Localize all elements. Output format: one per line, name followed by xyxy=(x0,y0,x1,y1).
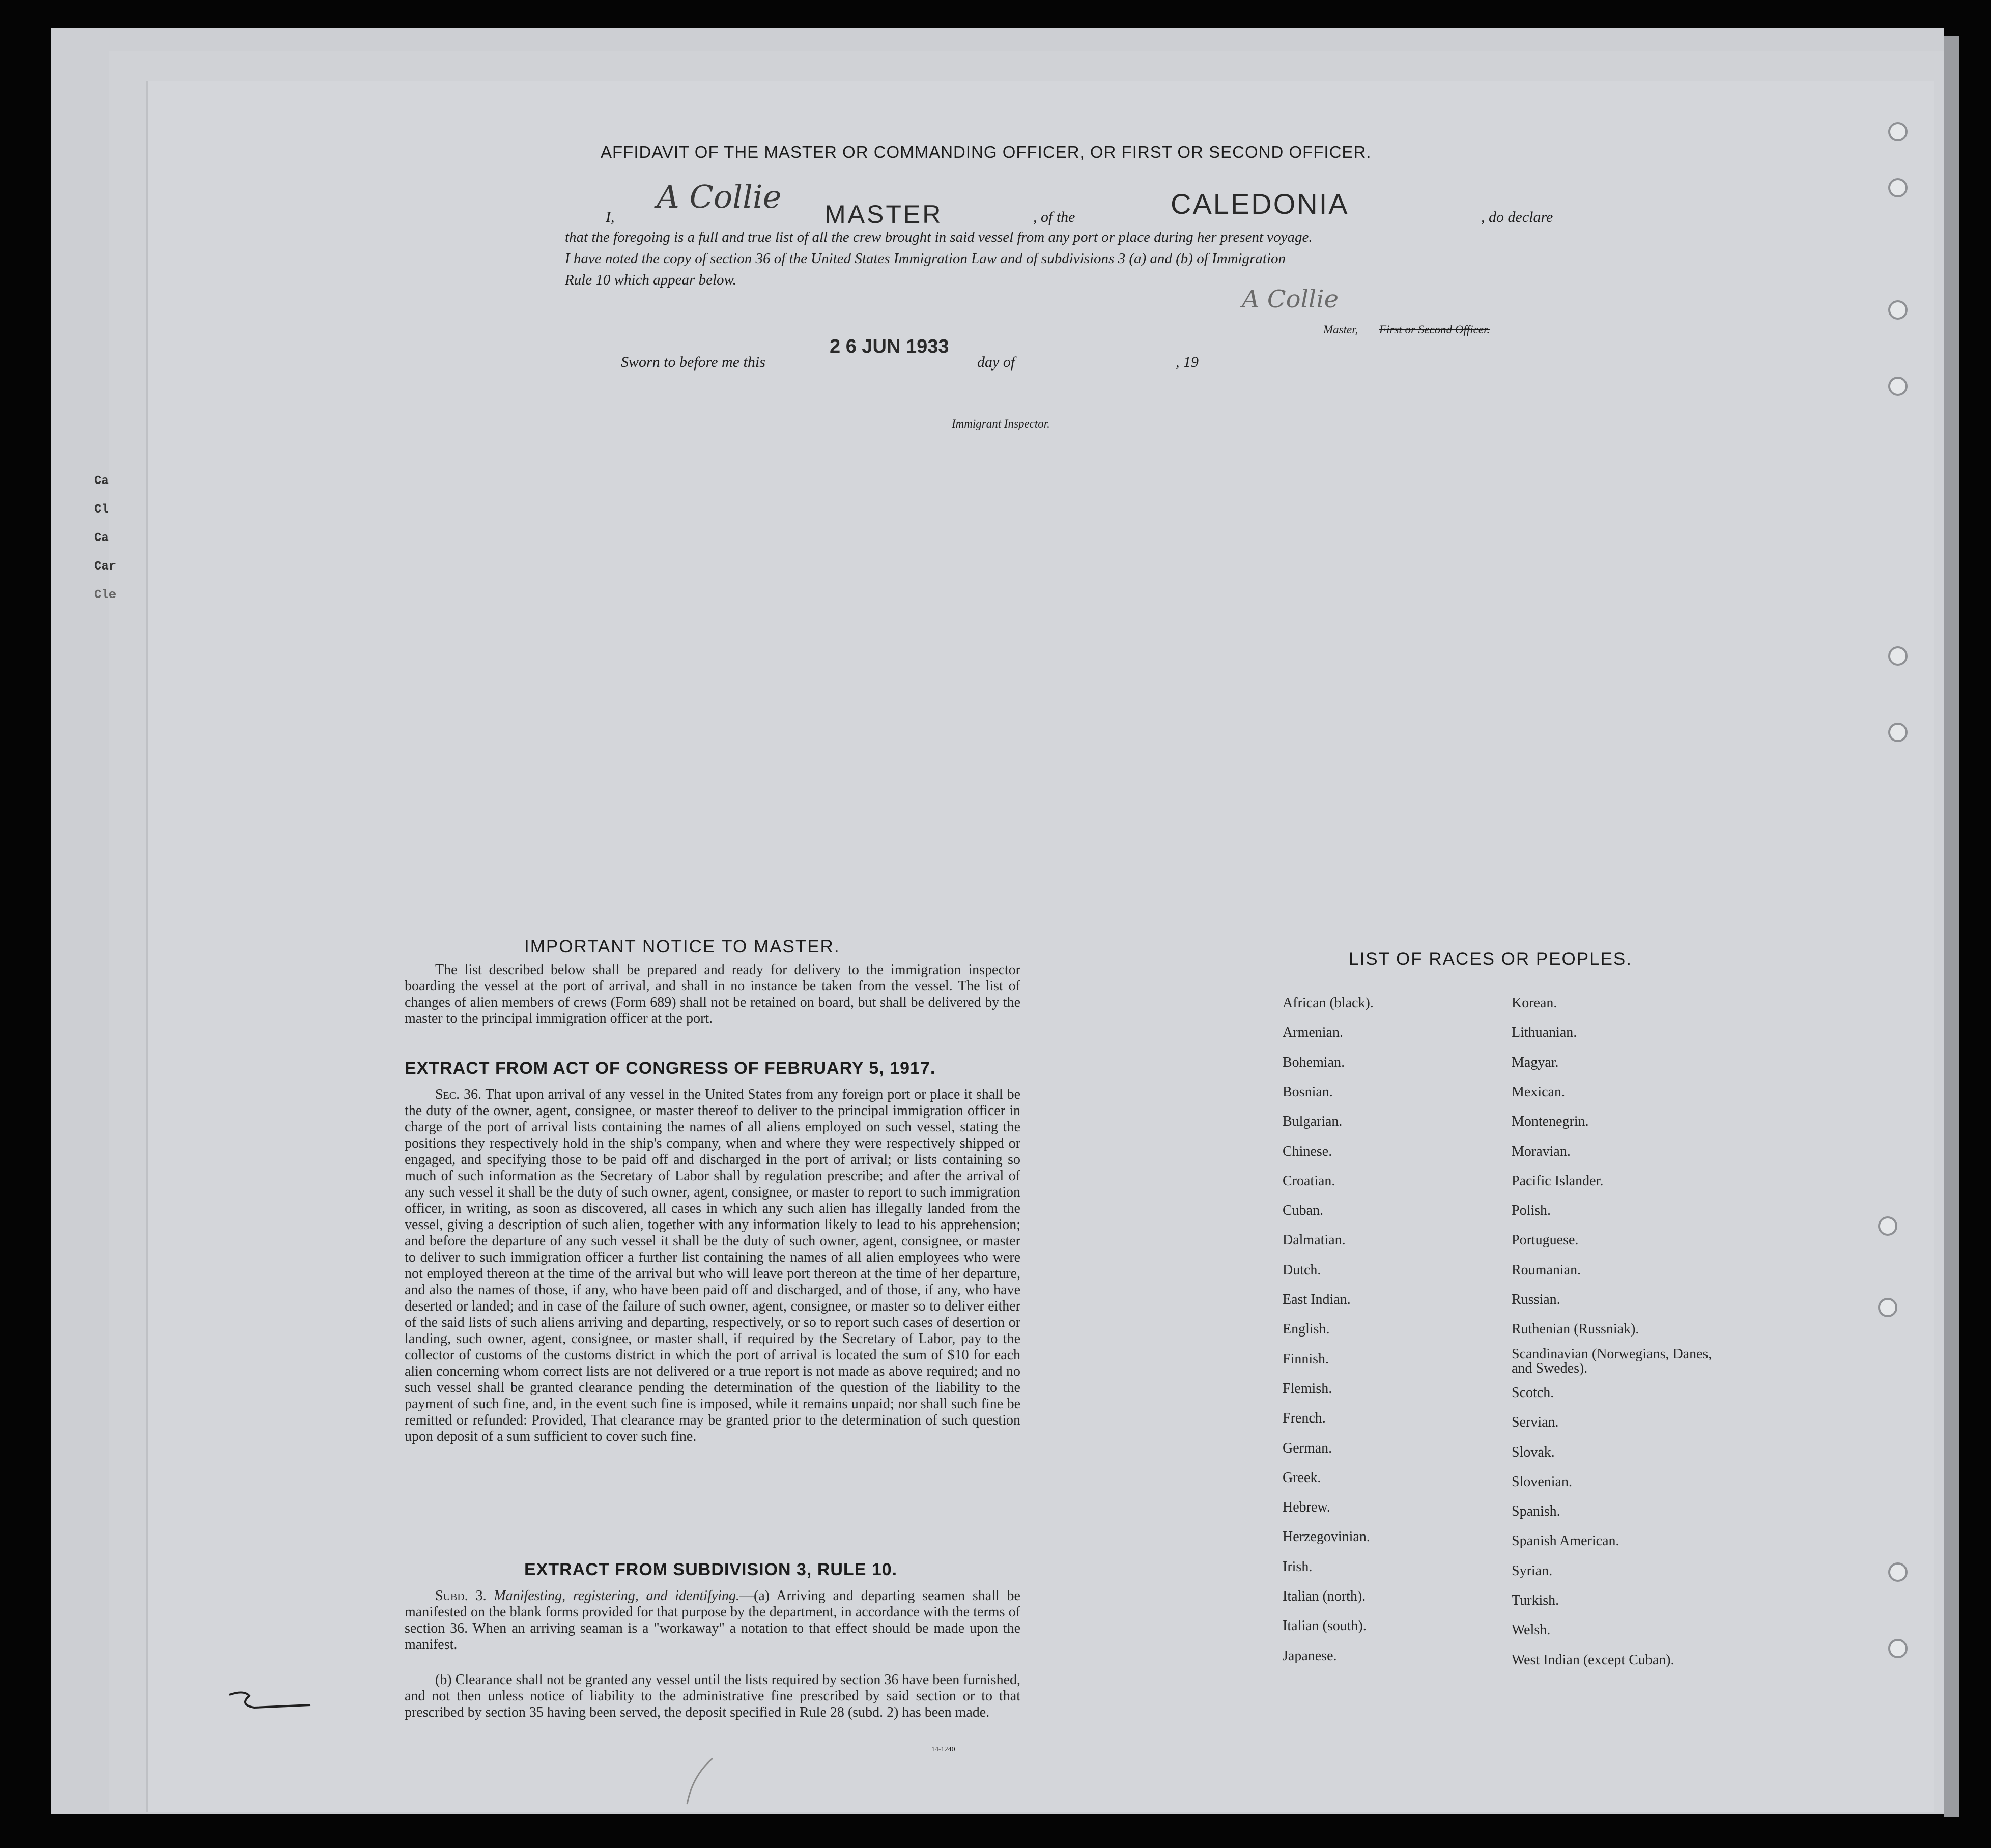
race-item: Dutch. xyxy=(1283,1262,1321,1278)
race-item: Polish. xyxy=(1512,1203,1551,1219)
rule-paragraph-b: (b) Clearance shall not be granted any vessel until the lists required by section 36 have been furnished, and not then unless notice of liability to the administrative fine prescribed by said section or to that prescribed by section 35 having been served, the deposit specified in Rule 28 (subd. 2) has been made. xyxy=(405,1672,1020,1720)
do-declare-label: , do declare xyxy=(1481,209,1553,225)
race-item: Irish. xyxy=(1283,1558,1313,1575)
race-item: Japanese. xyxy=(1283,1647,1337,1664)
rule-heading: EXTRACT FROM SUBDIVISION 3, RULE 10. xyxy=(524,1560,898,1579)
race-item: Ruthenian (Russniak). xyxy=(1512,1321,1639,1338)
edge-fragment: Ca xyxy=(94,474,109,488)
race-item: Bohemian. xyxy=(1283,1054,1345,1070)
act-text: That upon arrival of any vessel in the United States from any foreign port or place it shall be the duty of the owner, agent, consignee, or master thereof to deliver to the principal immigration officer in charge of the port of arrival lists containing the names of all aliens employed on such vessel, stating the positions they respectively hold in the ship's company, when and where they were respectively shipped or engaged, and specifying those to be paid off and discharged in the port of arrival; or lists containing so much of such information as the Secretary of Labor shall by regulation prescribe; and after the arrival of any such vessel it shall be the duty of such owner, agent, consignee, or master to report to such immigration officer, in writing, as soon as discovered, all cases in which any such alien has illegally landed from the vessel, giving a description of such alien, together with any information likely to lead to his apprehension; and before the departure of any such vessel it shall be the duty of such owner, agent, consignee, or master to deliver to such immigration officer a further list containing the names of all alien employees who were not employed thereon at the time of the arrival but who will leave port thereon at the time of her departure, and also the names of those, if any, who have been paid off and discharged, and of those, if any, who have deserted or landed; and in case of the failure of such owner, agent, consignee, or master so to deliver either of the said lists of such aliens arriving and departing, respectively, or so to report such cases of desertion or landing, such owner, agent, consignee, or master shall, if required by the Secretary of Labor, pay to the collector of customs of the customs district in which the port of arrival is located the sum of $10 for each alien concerning whom correct lists are not delivered or a true report is not made as above required; and no such vessel shall be granted clearance pending the determination of the question of the liability to the payment of such fine, and, in the event such fine is imposed, while it remains unpaid; nor shall such fine be remitted or refunded: Provided, That clearance may be granted prior to the determination of such question upon deposit of a sum sufficient to cover such fine. xyxy=(405,1087,1020,1444)
declaration-line: Rule 10 which appear below. xyxy=(565,272,736,288)
punch-hole xyxy=(1878,1216,1897,1236)
year-label: , 19 xyxy=(1176,354,1199,371)
subd-text-a: —(a) Arriving and departing seamen shall be manifested on the blank forms provided for that purpose by the department, in accordance with the terms of section 36. When an arriving seaman is a "workaway" a notation to that effect should be made upon the manifest. xyxy=(405,1588,1020,1653)
race-item: French. xyxy=(1283,1410,1326,1427)
inspector-caption: Immigrant Inspector. xyxy=(952,417,1050,430)
section-label: Sec. 36. xyxy=(435,1087,482,1102)
punch-hole xyxy=(1888,377,1908,396)
race-item: Montenegrin. xyxy=(1512,1114,1589,1130)
edge-fragment: Cl xyxy=(94,503,109,517)
edge-fragment: Cle xyxy=(94,588,117,602)
race-item: Russian. xyxy=(1512,1292,1560,1307)
race-item: Scotch. xyxy=(1512,1384,1554,1401)
race-item: West Indian (except Cuban). xyxy=(1512,1652,1674,1668)
sworn-label: Sworn to before me this xyxy=(621,354,765,371)
races-heading: LIST OF RACES OR PEOPLES. xyxy=(1349,949,1633,969)
race-item: Italian (south). xyxy=(1283,1618,1367,1634)
race-item: Servian. xyxy=(1512,1414,1559,1431)
edge-fragment: Ca xyxy=(94,531,109,545)
vessel-name: CALEDONIA xyxy=(1171,188,1349,220)
day-of-label: day of xyxy=(977,354,1015,371)
rank-typed: MASTER xyxy=(824,200,943,229)
race-item: Armenian. xyxy=(1283,1025,1343,1041)
subd-title: Manifesting, registering, and identifying. xyxy=(494,1588,739,1604)
race-item: Spanish American. xyxy=(1512,1533,1619,1549)
race-item: Magyar. xyxy=(1512,1054,1559,1070)
race-item: Dalmatian. xyxy=(1283,1232,1346,1248)
race-item: Herzegovinian. xyxy=(1283,1529,1370,1545)
race-item: Lithuanian. xyxy=(1512,1025,1577,1041)
act-paragraph xyxy=(405,1087,1020,1445)
declaration-line: I have noted the copy of section 36 of the United States Immigration Law and of subdivisions 3 (a) and (b) of Immigration xyxy=(565,250,1286,267)
signature-caption-master: Master, xyxy=(1323,323,1358,336)
race-item: Bulgarian. xyxy=(1283,1114,1343,1130)
race-item: Spanish. xyxy=(1512,1503,1560,1520)
punch-hole xyxy=(1888,723,1908,742)
race-item: Finnish. xyxy=(1283,1351,1329,1367)
race-item: Roumanian. xyxy=(1512,1262,1581,1278)
race-item: Moravian. xyxy=(1512,1143,1571,1159)
master-signature: A Collie xyxy=(657,178,782,215)
race-item: Scandinavian (Norwegians, Danes, and Swedes). xyxy=(1512,1346,1712,1376)
of-the-label: , of the xyxy=(1033,209,1075,225)
subd-label: Subd. 3. xyxy=(435,1588,487,1604)
punch-hole xyxy=(1888,300,1908,320)
pencil-mark xyxy=(682,1756,723,1807)
race-item: Welsh. xyxy=(1512,1622,1551,1638)
race-item: East Indian. xyxy=(1283,1292,1351,1307)
race-item: German. xyxy=(1283,1440,1332,1456)
act-heading: EXTRACT FROM ACT OF CONGRESS OF FEBRUARY 5, 1917. xyxy=(405,1059,936,1078)
race-item: Italian (north). xyxy=(1283,1588,1366,1604)
punch-hole xyxy=(1888,178,1908,197)
binding-edge xyxy=(1944,36,1959,1817)
officer-signature: A Collie xyxy=(1242,285,1339,314)
punch-hole xyxy=(1888,122,1908,141)
race-item: Flemish. xyxy=(1283,1380,1332,1397)
affidavit-title: AFFIDAVIT OF THE MASTER OR COMMANDING OFFICER, OR FIRST OR SECOND OFFICER. xyxy=(601,143,1372,161)
rule-paragraph-a xyxy=(405,1588,1020,1653)
declaration-line: that the foregoing is a full and true list of all the crew brought in said vessel from any port or place during her present voyage. xyxy=(565,229,1313,245)
sworn-date-stamp: 2 6 JUN 1933 xyxy=(830,336,949,357)
race-item: African (black). xyxy=(1283,995,1374,1011)
race-item: Cuban. xyxy=(1283,1203,1324,1219)
race-item: Turkish. xyxy=(1512,1593,1559,1608)
race-item: English. xyxy=(1283,1321,1330,1338)
race-item: Syrian. xyxy=(1512,1562,1553,1579)
race-item: Portuguese. xyxy=(1512,1232,1579,1248)
notice-paragraph: The list described below shall be prepared and ready for delivery to the immigration inspector boarding the vessel at the port of arrival, and shall in no instance be taken from the vessel. The list of changes of alien members of crews (Form 689) shall not be retained on board, but shall be delivered by the master to the principal immigration officer at the port. xyxy=(405,962,1020,1027)
race-item: Slovak. xyxy=(1512,1444,1555,1460)
declarant-prefix: I, xyxy=(606,209,615,225)
race-item: Pacific Islander. xyxy=(1512,1173,1604,1189)
punch-hole xyxy=(1888,1639,1908,1658)
pencil-mark xyxy=(224,1685,316,1715)
race-item: Greek. xyxy=(1283,1469,1321,1486)
punch-hole xyxy=(1888,646,1908,666)
race-item: Bosnian. xyxy=(1283,1084,1333,1100)
race-item: Mexican. xyxy=(1512,1084,1565,1100)
race-item: Korean. xyxy=(1512,995,1557,1011)
punch-hole xyxy=(1878,1298,1897,1317)
race-item: Chinese. xyxy=(1283,1143,1332,1159)
race-item: Croatian. xyxy=(1283,1173,1335,1189)
race-item: Hebrew. xyxy=(1283,1499,1330,1516)
document-page xyxy=(148,81,1934,1812)
punch-hole xyxy=(1888,1562,1908,1582)
signature-caption-struck: First or Second Officer. xyxy=(1379,323,1490,336)
race-item: Slovenian. xyxy=(1512,1473,1572,1490)
form-number: 14-1240 xyxy=(931,1746,955,1753)
edge-fragment: Car xyxy=(94,560,117,574)
notice-heading: IMPORTANT NOTICE TO MASTER. xyxy=(524,936,840,956)
